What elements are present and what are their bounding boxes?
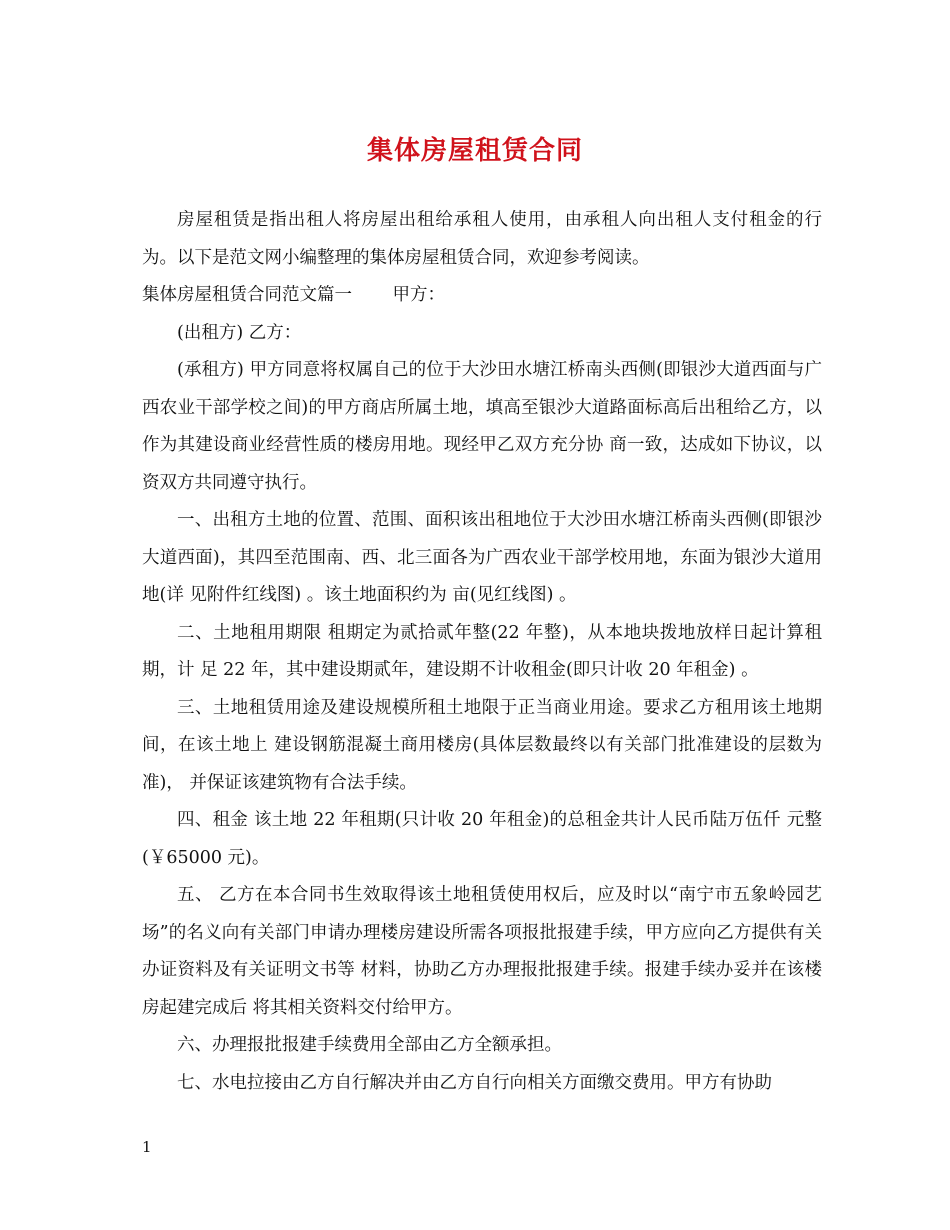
paragraph-clause-3: 三、土地租赁用途及建设规模所租土地限于正当商业用途。要求乙方租用该土地期间，在该土地上 建设钢筋混凝土商用楼房(具体层数最终以有关部门批准建设的层数为准)， 并保证该建筑物有合法手续。 (142, 697, 822, 793)
paragraph-clause-5: 五、 乙方在本合同书生效取得该土地租赁使用权后，应及时以“南宁市五象岭园艺场”的名义向有关部门申请办理楼房建设所需各项报批报建手续，甲方应向乙方提供有关办证资料及有关证明文书等 材料，协助乙方办理报批报建手续。报建手续办妥并在该楼房起建完成后 将其相关资料交付给甲方。 (142, 885, 822, 1018)
paragraph-intro: 房屋租赁是指出租人将房屋出租给承租人使用，由承租人向出租人支付租金的行为。以下是范文网小编整理的集体房屋租赁合同，欢迎参考阅读。 (142, 210, 822, 268)
paragraph-clause-6: 六、办理报批报建手续费用全部由乙方全额承担。 (177, 1035, 562, 1055)
paragraph-clause-2: 二、土地租用期限 租期定为贰拾贰年整(22 年整)，从本地块拨地放样日起计算租期，计 足 22 年，其中建设期贰年，建设期不计收租金(即只计收 20 年租金) 。 (142, 622, 822, 680)
paragraph-clause-1: 一、出租方土地的位置、范围、面积该出租地位于大沙田水塘江桥南头西侧(即银沙大道西面)，其四至范围南、西、北三面各为广西农业干部学校用地，东面为银沙大道用地(详 见附件红线图) 。该土地面积约为 亩(见红线图) 。 (142, 510, 822, 605)
page-number: 1 (142, 1138, 152, 1156)
paragraph-lessee-agreement: (承租方) 甲方同意将权属自己的位于大沙田水塘江桥南头西侧(即银沙大道西面与广 西农业干部学校之间)的甲方商店所属土地，填高至银沙大道路面标高后出租给乙方，以作为其建设商业经营性质的楼房用地。现经甲乙双方充分协 商一致，达成如下协议，以资双方共同遵守执行。 (142, 360, 822, 493)
paragraph-clause-4: 四、租金 该土地 22 年租期(只计收 20 年租金)的总租金共计人民币陆万伍仟 元整(￥65000 元)。 (142, 810, 822, 868)
paragraph-section-heading: 集体房屋租赁合同范文篇一 甲方： (142, 285, 446, 305)
document-body (142, 202, 822, 1102)
paragraph-lessor: (出租方) 乙方： (177, 322, 302, 343)
document-title: 集体房屋租赁合同 (366, 136, 583, 166)
paragraph-clause-7: 七、水电拉接由乙方自行解决并由乙方自行向相关方面缴交费用。甲方有协助 (177, 1072, 772, 1093)
